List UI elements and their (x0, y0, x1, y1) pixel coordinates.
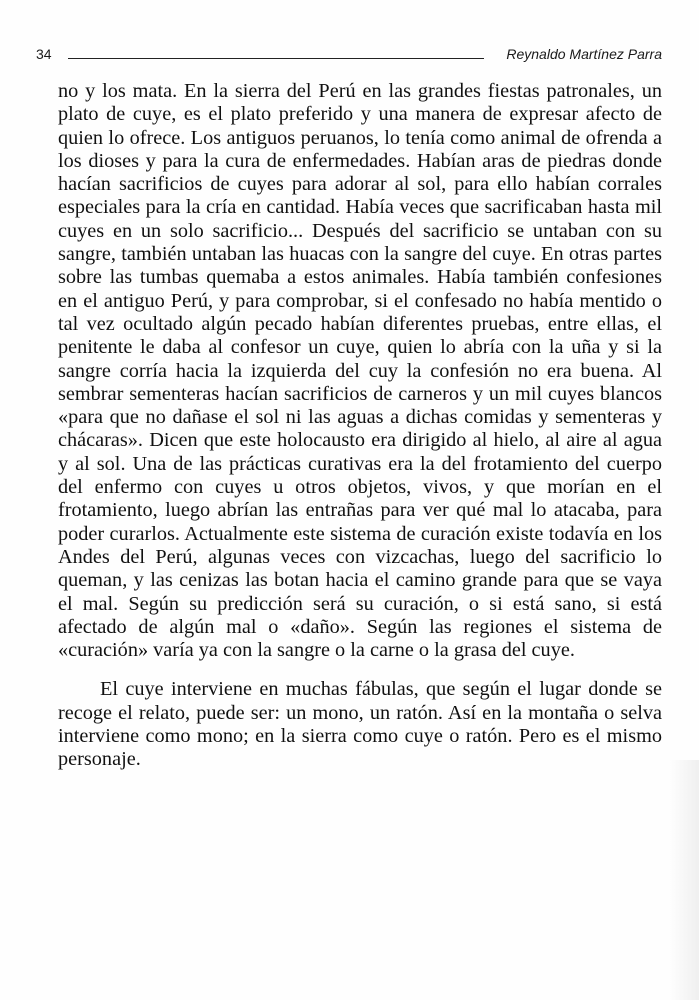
page-number: 34 (36, 46, 52, 62)
paragraph-2: El cuye interviene en muchas fábulas, que según el lugar donde se recoge el relato, puede ser: un mono, un ratón. Así en la montaña o selva interviene como mono; en la sierra como cuye o ratón. Pero es el mismo personaje. (58, 678, 662, 771)
header-rule (68, 58, 484, 59)
body-text (58, 80, 662, 772)
page-header (36, 46, 662, 68)
running-head-author: Reynaldo Martínez Parra (506, 46, 662, 62)
page-edge-shadow (669, 760, 699, 1000)
paragraph-1: no y los mata. En la sierra del Perú en las grandes fiestas patronales, un plato de cuye, es el plato preferido y una manera de expresar afecto de quien lo ofrece. Los antiguos peruanos, lo tenía como animal de ofrenda a los dioses y para la cura de enfermedades. Habían aras de piedras donde hacían sacrificios de cuyes para adorar al sol, para ello habían corrales especiales para la cría en cantidad. Había veces que sacrificaban hasta mil cuyes en un solo sacrificio... Después del sacrificio se untaban con su sangre, también untaban las huacas con la sangre del cuye. En otras partes sobre las tumbas quemaba a estos animales. Había también confesiones en el antiguo Perú, y para comprobar, si el confesado no había mentido o tal vez ocultado algún pecado habían diferentes pruebas, entre ellas, el penitente le daba al confesor un cuye, quien lo abría con la uña y si la sangre corría hacia la izquierda del cuy la confesión no era buena. Al sembrar sementeras hacían sacrificios de carneros y un mil cuyes blancos «para que no dañase el sol ni las aguas a dichas comidas y sementeras y chácaras». Dicen que este holocausto era dirigido al hielo, al aire al agua y al sol. Una de las prácticas curativas era la del frotamiento del cuerpo del enfermo con cuyes u otros objetos, vivos, y que morían en el frotamiento, luego abrían las entrañas para ver qué mal lo atacaba, para poder curarlos. Actualmente este sistema de curación existe todavía en los Andes del Perú, algunas veces con vizcachas, luego del sacrificio lo queman, y las cenizas las botan hacia el camino grande para que se vaya el mal. Según su predicción será su curación, o si está sano, si está afectado de algún mal o «daño». Según las regiones el sistema de «curación» varía ya con la sangre o la carne o la grasa del cuye. (58, 80, 662, 662)
